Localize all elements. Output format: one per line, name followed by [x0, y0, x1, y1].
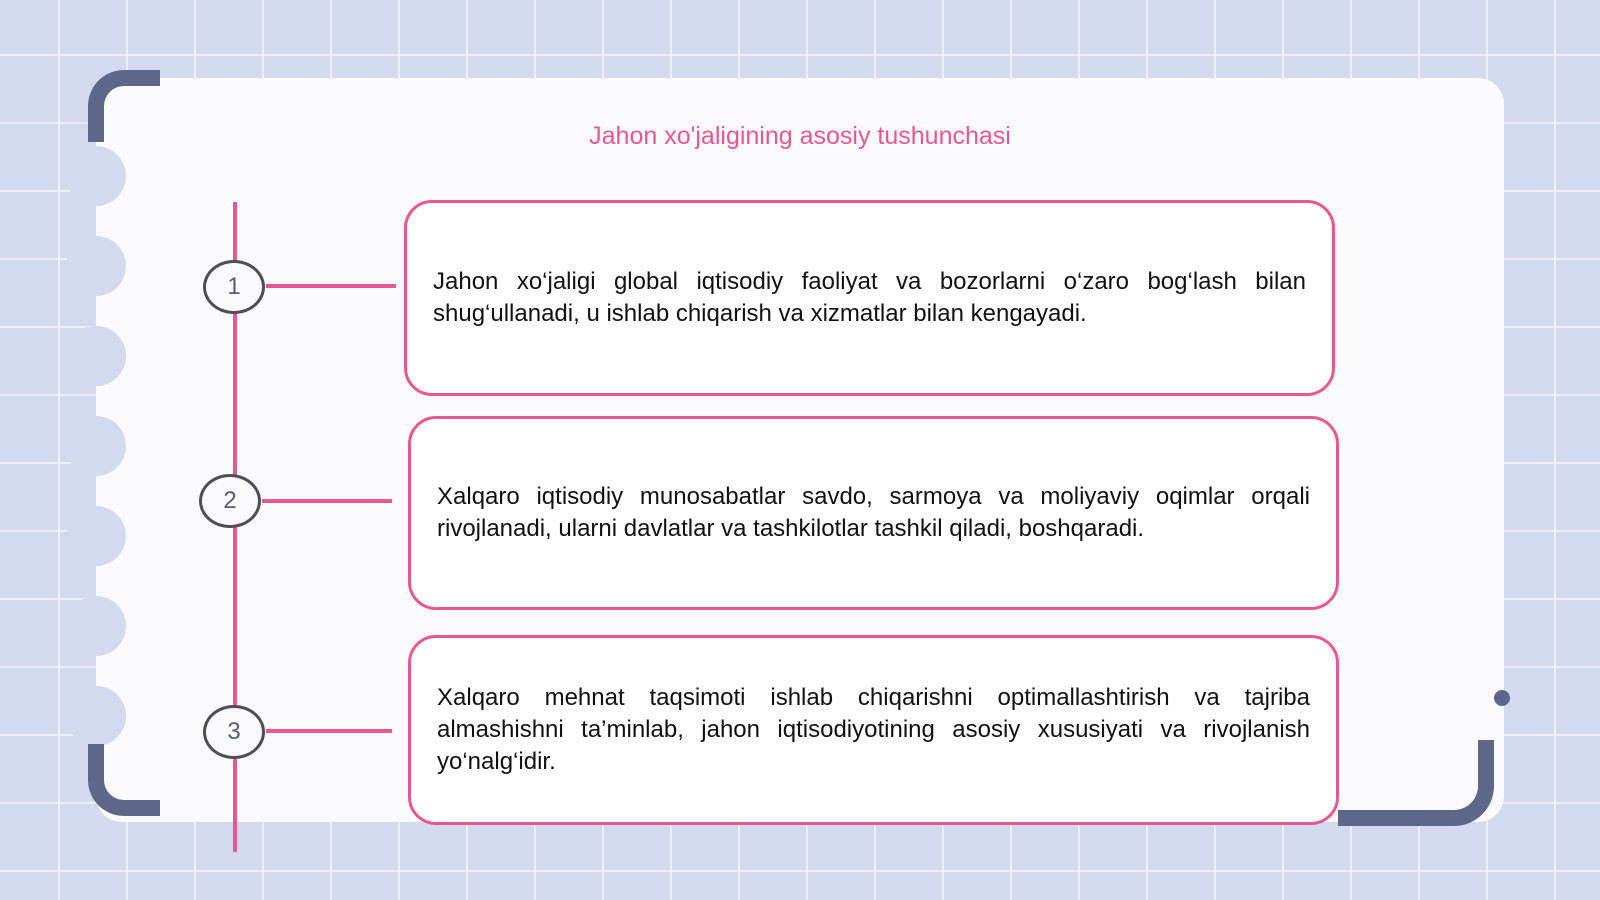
step-number: 1: [227, 273, 241, 300]
scallop-decoration: [66, 236, 126, 296]
step-text: Jahon xo‘jaligi global iqtisodiy faoliyat va bozorlarni o‘zaro bog‘lash bilan shug‘ullanadi, u ishlab chiqarish va xizmatlar bilan kengayadi.: [433, 268, 1306, 327]
step-number: 3: [227, 718, 241, 745]
connector-line: [266, 729, 392, 733]
step-number-badge: [199, 474, 261, 528]
step-number-badge: [203, 260, 265, 314]
step-number: 2: [223, 487, 237, 514]
step-number-badge: [203, 705, 265, 759]
step-card: [408, 635, 1339, 825]
step-card: [404, 200, 1335, 396]
step-text: Xalqaro iqtisodiy munosabatlar savdo, sarmoya va moliyaviy oqimlar orqali rivojlanadi, ularni davlatlar va tashkilotlar tashkil qiladi, boshqaradi.: [437, 483, 1310, 542]
connector-line: [262, 499, 392, 503]
page-title: Jahon xo'jaligining asosiy tushunchasi: [589, 122, 1011, 150]
scallop-decoration: [66, 326, 126, 386]
scallop-decoration: [66, 506, 126, 566]
corner-bracket-bottom-right: [1338, 740, 1494, 826]
scallop-decoration: [66, 416, 126, 476]
step-card: [408, 416, 1339, 610]
corner-bracket-bottom-left: [88, 744, 160, 816]
connector-line: [266, 284, 396, 288]
step-text: Xalqaro mehnat taqsimoti ishlab chiqarishni optimallashtirish va tajriba almashishni ta’minlab, jahon iqtisodiyotining asosiy xususiyati va rivojlanish yo‘nalg‘idir.: [437, 684, 1310, 775]
scallop-decoration: [66, 596, 126, 656]
corner-bracket-cap: [1494, 690, 1510, 706]
scallop-decoration: [66, 146, 126, 206]
scallop-decoration: [66, 686, 126, 746]
